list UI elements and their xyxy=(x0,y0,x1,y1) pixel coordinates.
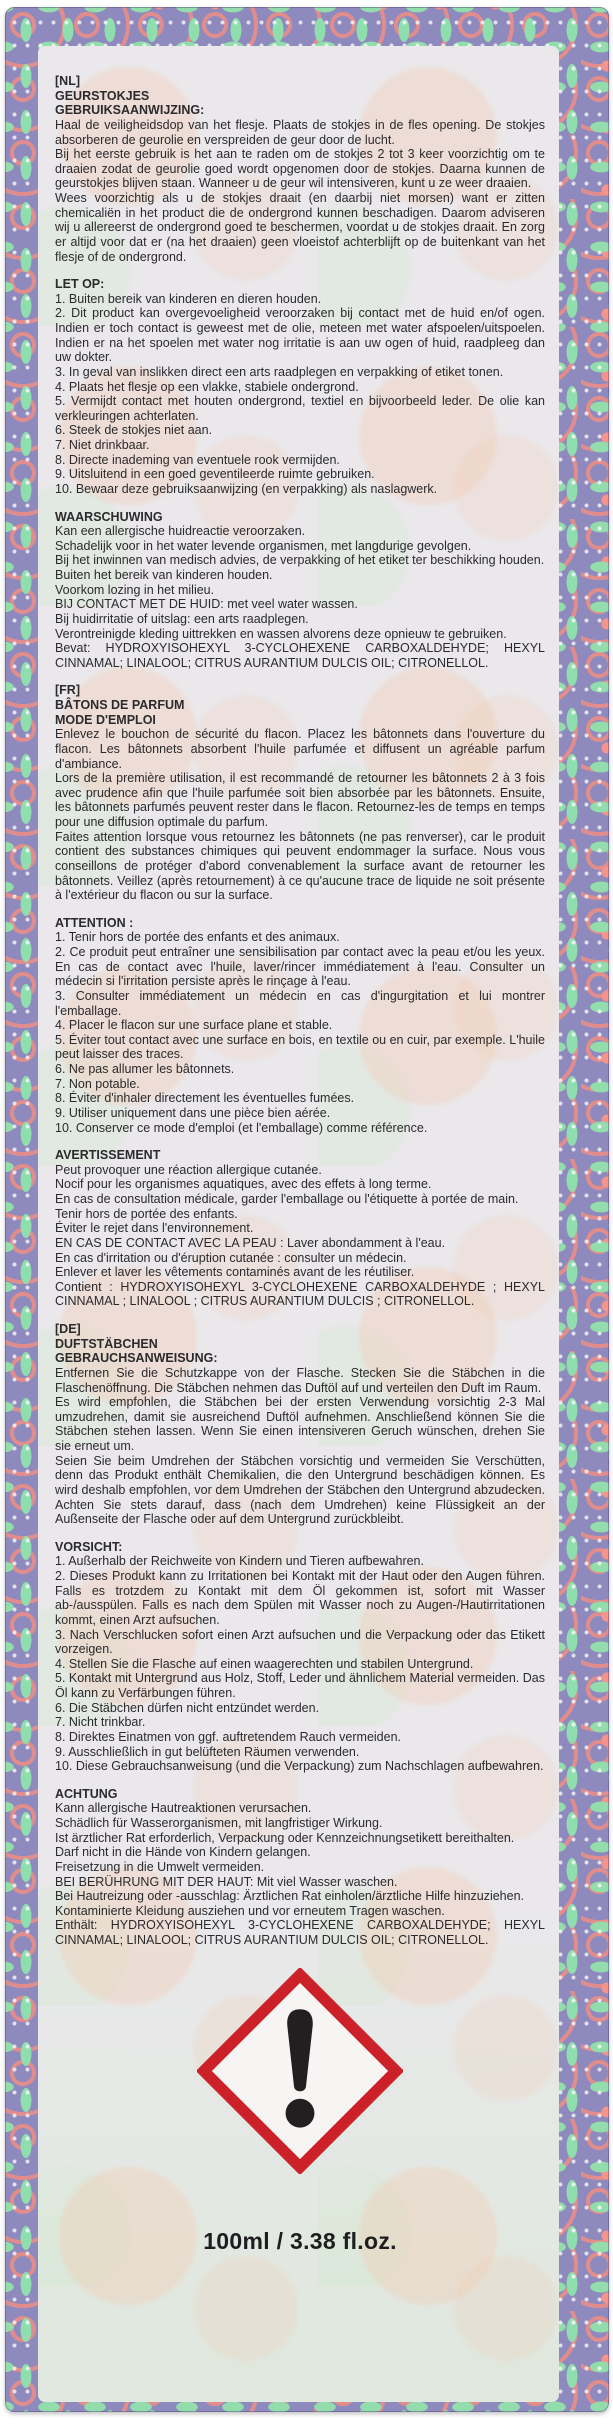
warning-line: Contient : HYDROXYISOHEXYL 3-CYCLOHEXENE CARBOXALDEHYDE ; HEXYL CINNAMAL ; LINALOOL ; CITRUS AURANTIUM DULCIS ; CITRONELLOL. xyxy=(55,1279,545,1309)
caution-item: 10. Bewaar deze gebruiksaanwijzing (en verpakking) als naslagwerk. xyxy=(55,481,438,496)
warning-line: Bevat: HYDROXYISOHEXYL 3-CYCLOHEXENE CARBOXALDEHYDE; HEXYL CINNAMAL; LINALOOL; CITRUS AURANTIUM DULCIS OIL; CITRONELLOL. xyxy=(55,641,545,670)
usage-paragraphs xyxy=(55,727,545,903)
spacer xyxy=(55,670,545,683)
caution-item: 8. Directe inademing van eventuele rook vermijden. xyxy=(55,452,340,467)
usage-heading: GEBRAUCHSANWEISUNG: xyxy=(55,1351,218,1366)
caution-item: 5. Éviter tout contact avec une surface en bois, en textile ou en cuir, par exemple. L'huile peut laisser des traces. xyxy=(55,1032,545,1062)
warning-lines xyxy=(55,1801,545,1947)
usage-paragraphs xyxy=(55,1366,545,1527)
warning-line: Enthält: HYDROXYISOHEXYL 3-CYCLOHEXENE CARBOXALDEHYDE; HEXYL CINNAMAL; LINALOOL; CITRUS AURANTIUM DULCIS OIL; CITRONELLOL. xyxy=(55,1918,545,1947)
caution-item: 2. Dit product kan overgevoeligheid veroorzaken bij contact met de huid en/of ogen. Indien er toch contact is geweest met de olie, meteen met water afspoelen/uitspoelen. Indien er na het spoelen met water nog irritatie is aan uw ogen of huid, raadpleeg dan uw dokter. xyxy=(55,306,545,365)
caution-item: 5. Kontakt mit Untergrund aus Holz, Stoff, Leder und ähnlichem Material vermeiden. Das Öl kann zu Verfärbungen führen. xyxy=(55,1671,545,1700)
caution-list xyxy=(55,292,545,497)
caution-item: 3. In geval van inslikken direct een arts raadplegen en verpakking of etiket tonen. xyxy=(55,364,504,379)
warning-line: Kan een allergische huidreactie veroorzaken. xyxy=(55,524,306,539)
hazard-diamond-svg xyxy=(197,1968,403,2174)
warning-line: Bei Hautreizung oder -ausschlag: Ärztlichen Rat einholen/ärztliche Hilfe hinzuziehen. xyxy=(55,1889,525,1904)
usage-paragraph: Bij het eerste gebruik is het aan te raden om de stokjes 2 tot 3 keer voorzichtig om te draaien zodat de geurolie goed wordt opgenomen door de stokjes. Daarna kunnen de geurstokjes blijven staan. Wanneer u de geur wil intensiveren, kunt u ze weer draaien. xyxy=(55,147,545,191)
usage-paragraph: Wees voorzichtig als u de stokjes draait (en daarbij niet morsen) want er zitten chemicaliën in het product die de ondergrond kunnen beschadigen. Daarom adviseren wij u allereerst de ondergrond goed te beschermen, voordat u de stokjes draait. En zorg er altijd voor dat er (na het draaien) geen vloeistof achterblijft op de buitenkant van het flesje of de ondergrond. xyxy=(55,191,545,264)
warning-line: Bij het inwinnen van medisch advies, de verpakking of het etiket ter beschikking houden. xyxy=(55,553,545,568)
warning-line: Ist ärztlicher Rat erforderlich, Verpackung oder Kennzeichnungsetikett bereithalten. xyxy=(55,1830,515,1845)
spacer xyxy=(55,903,545,916)
spacer xyxy=(55,497,545,510)
caution-item: 3. Consulter immédiatement un médecin en cas d'ingurgitation et lui montrer l'emballage. xyxy=(55,988,545,1018)
usage-paragraph: Lors de la première utilisation, il est recommandé de retourner les bâtonnets 2 à 3 fois avec prudence afin que l'huile parfumée soit bien absorbée par les bâtonnets. Ensuite, les bâtonnets parfumés peuvent rester dans le flacon. Retournez-les de temps en temps pour une diffusion optimale du parfum. xyxy=(55,771,545,829)
language-tag: [NL] xyxy=(55,74,80,88)
caution-item: 7. Non potable. xyxy=(55,1076,140,1091)
caution-item: 9. Utiliser uniquement dans une pièce bien aérée. xyxy=(55,1105,331,1120)
warning-line: Enlever et laver les vêtements contaminés avant de les réutiliser. xyxy=(55,1265,415,1280)
usage-paragraph: Haal de veiligheidsdop van het flesje. Plaats de stokjes in de fles opening. De stokjes absorberen de geurolie en verspreiden de geur door de lucht. xyxy=(55,117,545,147)
caution-item: 2. Dieses Produkt kann zu Irritationen bei Kontakt mit der Haut oder den Augen führen. Falls es trotzdem zu Kontakt mit dem Öl gekommen ist, sofort mit Wasser ab-/ausspülen. Falls es nach dem Spülen mit Wasser noch zu Augen-/Hautirritationen kommt, einen Arzt aufsuchen. xyxy=(55,1569,545,1627)
warning-line: Bij huidirritatie of uitslag: een arts raadplegen. xyxy=(55,611,309,626)
warning-lines xyxy=(55,1163,545,1309)
usage-paragraphs xyxy=(55,118,545,264)
caution-item: 6. Die Stäbchen dürfen nicht entzündet werden. xyxy=(55,1700,320,1715)
section-fr xyxy=(55,683,545,1309)
caution-item: 1. Buiten bereik van kinderen en dieren houden. xyxy=(55,291,322,306)
caution-heading: ATTENTION : xyxy=(55,915,134,930)
warning-line: BEI BERÜHRUNG MIT DER HAUT: Mit viel Wasser waschen. xyxy=(55,1874,398,1889)
caution-heading: VORSICHT: xyxy=(55,1539,123,1554)
language-tag: [FR] xyxy=(55,683,80,698)
caution-item: 4. Plaats het flesje op een vlakke, stabiele ondergrond. xyxy=(55,379,359,394)
warning-line: EN CAS DE CONTACT AVEC LA PEAU : Laver abondamment à l'eau. xyxy=(55,1235,446,1250)
warning-line: Tenir hors de portée des enfants. xyxy=(55,1206,238,1221)
warning-heading: WAARSCHUWING xyxy=(55,509,163,524)
warning-line: Darf nicht in die Hände von Kindern gelangen. xyxy=(55,1845,311,1860)
caution-item: 7. Niet drinkbaar. xyxy=(55,438,150,452)
caution-item: 10. Conserver ce mode d'emploi (et l'emballage) comme référence. xyxy=(55,1120,428,1135)
caution-item: 9. Ausschließlich in gut belüfteten Räumen verwenden. xyxy=(55,1744,360,1759)
section-nl xyxy=(55,74,545,670)
product-name: DUFTSTÄBCHEN xyxy=(55,1336,158,1351)
usage-paragraph: Es wird empfohlen, die Stäbchen bei der ersten Verwendung vorsichtig 2-3 Mal umzudrehen, damit sie ausreichend Duftöl aufnehmen. Anschließend können Sie die Stäbchen stehen lassen. Wenn Sie einen intensiveren Geruch wünschen, drehen Sie sie erneut um. xyxy=(55,1395,545,1453)
warning-line: Buiten het bereik van kinderen houden. xyxy=(55,568,273,582)
language-tag: [DE] xyxy=(55,1322,81,1336)
warning-line: En cas de consultation médicale, garder l'emballage ou l'étiquette à portée de main. xyxy=(55,1192,519,1206)
back-label-panel xyxy=(38,46,559,2402)
usage-paragraph: Faites attention lorsque vous retournez les bâtonnets (ne pas renverser), car le produit contient des substances chimiques qui peuvent endommager la surface. Nous vous conseillons de protéger d'abord convenablement la surface avant de retourner les bâtonnets. Veillez (après retournement) à ce qu'aucune trace de liquide ne soit présente à l'extérieur du flacon ou sur la surface. xyxy=(55,829,545,903)
warning-line: Kann allergische Hautreaktionen verursachen. xyxy=(55,1801,312,1816)
caution-item: 8. Éviter d'inhaler directement les éventuelles fumées. xyxy=(55,1091,355,1106)
caution-item: 10. Diese Gebrauchsanweisung (und die Verpackung) zum Nachschlagen aufbewahren. xyxy=(55,1759,544,1774)
caution-item: 4. Placer le flacon sur une surface plane et stable. xyxy=(55,1018,333,1033)
warning-line: Éviter le rejet dans l'environnement. xyxy=(55,1221,254,1236)
usage-paragraph: Enlevez le bouchon de sécurité du flacon. Placez les bâtonnets dans l'ouverture du flacon. Les bâtonnets absorbent l'huile parfumée et diffusent un agréable parfum d'ambiance. xyxy=(55,727,545,771)
warning-lines xyxy=(55,524,545,670)
caution-list xyxy=(55,930,545,1135)
caution-item: 5. Vermijdt contact met houten ondergrond, textiel en bijvoorbeeld leder. De olie kan verkleuringen achterlaten. xyxy=(55,394,545,423)
spacer xyxy=(55,1309,545,1322)
warning-line: Voorkom lozing in het milieu. xyxy=(55,582,215,597)
caution-item: 9. Uitsluitend in een goed geventileerde ruimte gebruiken. xyxy=(55,467,375,482)
warning-line: Schädlich für Wasserorganismen, mit langfristiger Wirkung. xyxy=(55,1816,383,1830)
caution-item: 7. Nicht trinkbar. xyxy=(55,1715,146,1730)
product-name: GEURSTOKJES xyxy=(55,88,150,103)
caution-item: 6. Ne pas allumer les bâtonnets. xyxy=(55,1062,235,1076)
warning-heading: AVERTISSEMENT xyxy=(55,1148,161,1163)
volume-text: 100ml / 3.38 fl.oz. xyxy=(203,2227,397,2254)
caution-item: 2. Ce produit peut entraîner une sensibilisation par contact avec la peau et/ou les yeux. En cas de contact avec l'huile, laver/rincer immédiatement à l'eau. Consulter un médecin si l'irritation persiste après le rinçage à l'eau. xyxy=(55,945,545,989)
warning-line: En cas d'irritation ou d'éruption cutanée : consulter un médecin. xyxy=(55,1250,407,1265)
caution-item: 8. Direktes Einatmen von ggf. auftretendem Rauch vermeiden. xyxy=(55,1729,402,1744)
caution-list xyxy=(55,1554,545,1773)
warning-line: Peut provoquer une réaction allergique cutanée. xyxy=(55,1162,322,1177)
usage-paragraph: Entfernen Sie die Schutzkappe von der Flasche. Stecken Sie die Stäbchen in die Flaschenöffnung. Die Stäbchen nehmen das Duftöl auf und verteilen den Duft im Raum. xyxy=(55,1365,545,1395)
caution-heading: LET OP: xyxy=(55,277,105,292)
spacer xyxy=(55,1135,545,1148)
usage-heading: GEBRUIKSAANWIJZING: xyxy=(55,103,205,118)
product-name: BÂTONS DE PARFUM xyxy=(55,698,185,712)
caution-item: 4. Stellen Sie die Flasche auf einen waagerechten und stabilen Untergrund. xyxy=(55,1656,474,1671)
warning-line: BIJ CONTACT MET DE HUID: met veel water wassen. xyxy=(55,597,358,612)
warning-line: Verontreinigde kleding uittrekken en wassen alvorens deze opnieuw te gebruiken. xyxy=(55,626,507,641)
warning-heading: ACHTUNG xyxy=(55,1786,118,1801)
caution-item: 1. Tenir hors de portée des enfants et des animaux. xyxy=(55,930,340,945)
warning-line: Kontaminierte Kleidung ausziehen und vor erneutem Tragen waschen. xyxy=(55,1903,445,1918)
spacer xyxy=(55,1527,545,1540)
section-de xyxy=(55,1322,545,1948)
warning-line: Schadelijk voor in het water levende organismen, met langdurige gevolgen. xyxy=(55,538,472,553)
spacer xyxy=(55,1774,545,1787)
caution-item: 1. Außerhalb der Reichweite von Kindern und Tieren aufbewahren. xyxy=(55,1554,424,1569)
caution-item: 3. Nach Verschlucken sofort einen Arzt aufsuchen und die Verpackung oder das Etikett vorzeigen. xyxy=(55,1627,545,1657)
usage-paragraph: Seien Sie beim Umdrehen der Stäbchen vorsichtig und vermeiden Sie Verschütten, denn das Produkt enthält Chemikalien, die den Untergrund beschädigen können. Es wird deshalb empfohlen, vor dem Umdrehen der Stäbchen den Untergrund abzudecken. Achten Sie stets darauf, dass (nach dem Umdrehen) keine Flüssigkeit an der Außenseite der Flasche oder auf dem Untergrund zurückbleibt. xyxy=(55,1453,545,1527)
warning-line: Freisetzung in die Umwelt vermeiden. xyxy=(55,1859,265,1874)
usage-heading: MODE D'EMPLOI xyxy=(55,712,156,727)
ghs07-exclamation-icon xyxy=(197,1968,403,2174)
spacer xyxy=(55,264,545,277)
warning-line: Nocif pour les organismes aquatiques, avec des effets à long terme. xyxy=(55,1177,432,1192)
caution-item: 6. Steek de stokjes niet aan. xyxy=(55,423,213,438)
